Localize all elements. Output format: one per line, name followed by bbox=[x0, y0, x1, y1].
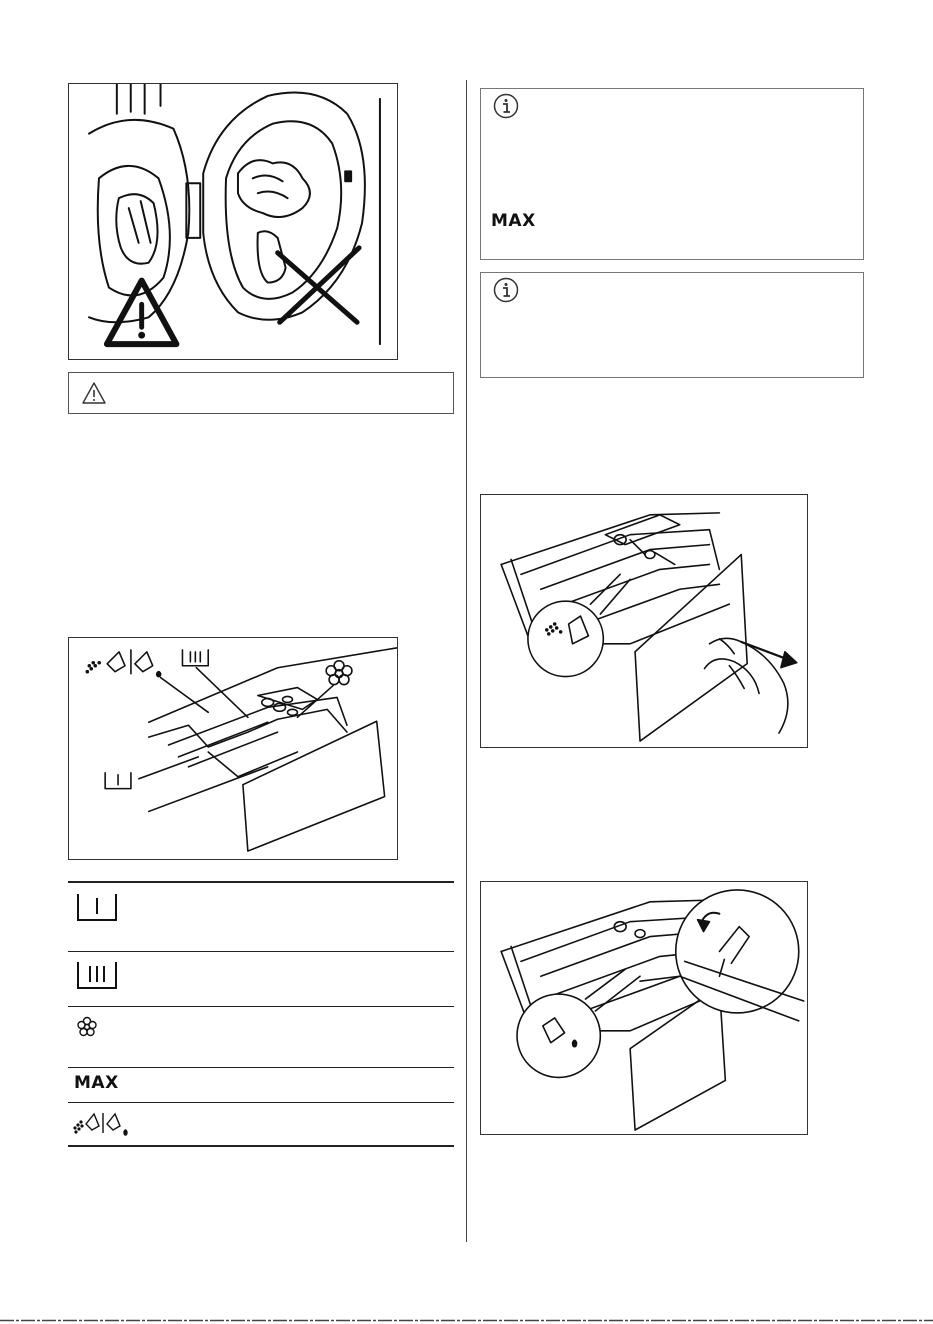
column-divider bbox=[466, 80, 467, 1242]
bottom-page-rule bbox=[0, 1319, 933, 1322]
info-icon bbox=[493, 93, 519, 119]
table-row-divider bbox=[68, 951, 454, 952]
table-row bbox=[74, 960, 120, 992]
washing-phase-compartment-icon bbox=[182, 650, 208, 666]
detergent-dispenser-figure bbox=[68, 637, 398, 860]
table-row-divider bbox=[68, 1067, 454, 1068]
table-bottom-rule bbox=[68, 1145, 454, 1147]
washer-door-warning-figure bbox=[68, 83, 398, 360]
table-row bbox=[74, 892, 120, 924]
flap-up-liquid-detergent-figure bbox=[480, 881, 808, 1135]
softener-flower-icon bbox=[326, 661, 352, 685]
table-row bbox=[72, 1108, 132, 1138]
info-note-box bbox=[480, 272, 864, 378]
softener-flower-icon bbox=[76, 1016, 98, 1038]
prewash-compartment-icon bbox=[74, 892, 120, 924]
powder-liquid-detergent-icon bbox=[86, 650, 160, 677]
max-level-label: MAX bbox=[74, 1073, 119, 1093]
table-row-divider bbox=[68, 1102, 454, 1103]
max-level-label: MAX bbox=[491, 211, 536, 231]
prewash-compartment-icon bbox=[105, 773, 131, 789]
info-icon bbox=[493, 277, 519, 303]
pull-out-drawer-figure bbox=[480, 494, 808, 748]
table-row-divider bbox=[68, 1006, 454, 1007]
washing-phase-compartment-icon bbox=[74, 960, 120, 992]
warning-note-box bbox=[68, 372, 454, 414]
powder-liquid-detergent-icon bbox=[72, 1108, 132, 1138]
info-note-box bbox=[480, 88, 864, 260]
table-top-rule bbox=[68, 881, 454, 883]
warning-triangle-icon bbox=[81, 381, 107, 405]
table-row bbox=[76, 1016, 98, 1038]
